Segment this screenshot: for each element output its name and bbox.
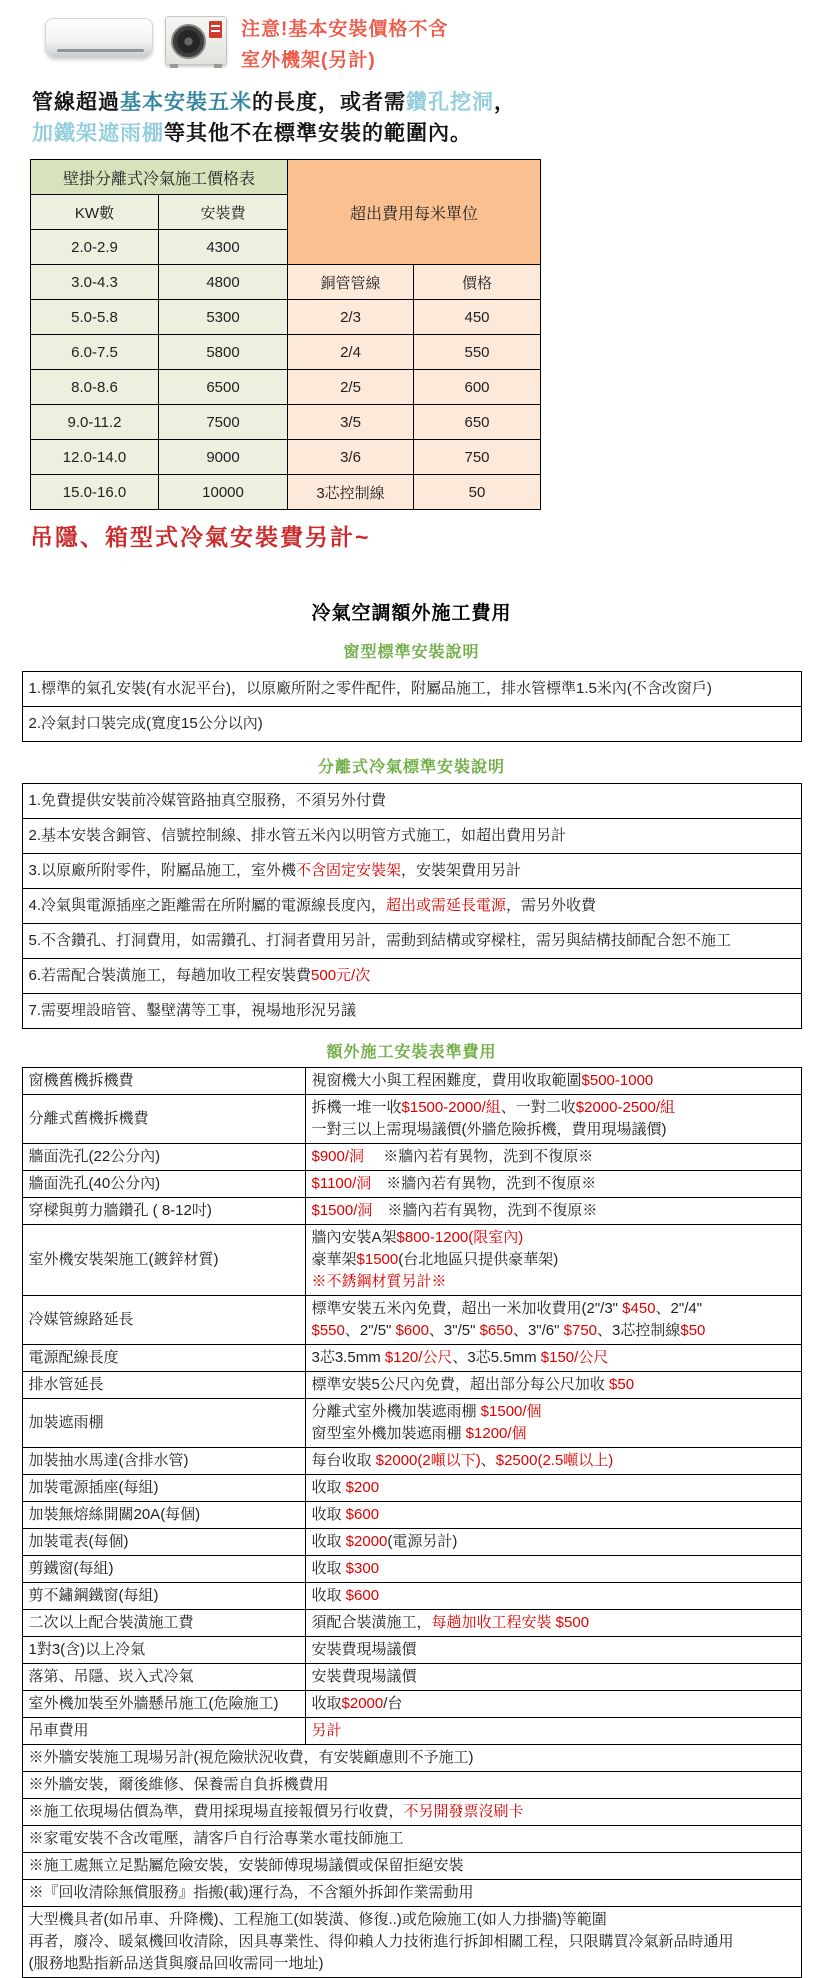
- highlighted-text: $200: [345, 1479, 380, 1496]
- text-line: [29, 1931, 795, 1953]
- text-line: [312, 1585, 795, 1607]
- highlighted-text: $1500-2000/組: [401, 1099, 501, 1116]
- excess-fee-header: 超出費用每米單位: [288, 160, 541, 265]
- table-row: [31, 440, 541, 475]
- fee-item-label: 二次以上配合裝潢施工費: [22, 1610, 305, 1637]
- text-line: [312, 1173, 795, 1195]
- highlighted-text: $2000: [341, 1695, 384, 1712]
- table-row: [22, 1772, 801, 1799]
- table-row: [22, 1448, 801, 1475]
- highlighted-text: $600: [345, 1506, 380, 1523]
- kw-cell: 6.0-7.5: [31, 335, 159, 370]
- rule-text: [22, 994, 801, 1029]
- highlighted-text: $550: [311, 1322, 345, 1339]
- fee-cell: 10000: [159, 475, 288, 510]
- text-line: [312, 1666, 795, 1688]
- text-segment: 一對三以上需現場議價(外牆危險拆機，費用現場議價): [311, 1121, 667, 1138]
- text-segment: 2.基本安裝含銅管、信號控制線、排水管五米內以明管方式施工，如超出費用另計: [28, 827, 567, 844]
- fee-item-label: 牆面洗孔(22公分內): [22, 1144, 305, 1171]
- table-row: [22, 924, 801, 959]
- fee-cell: 5300: [159, 300, 288, 335]
- section-title: 冷氣空調額外施工費用: [311, 603, 512, 624]
- table-row: [31, 405, 541, 440]
- highlighted-text: $2000(2噸以下): [375, 1452, 481, 1469]
- table-row: [22, 672, 801, 707]
- text-line: [312, 1298, 795, 1320]
- text-segment: 3芯3.5mm: [311, 1349, 385, 1366]
- text-line: [312, 1450, 795, 1472]
- text-segment: 、3"/6": [512, 1322, 564, 1339]
- pipe-cell: 2/5: [288, 370, 414, 405]
- text-segment: 、2"/4": [655, 1300, 703, 1317]
- text-line: [312, 1401, 795, 1423]
- fee-item-value: [305, 1225, 801, 1296]
- note-row-text: [22, 1772, 801, 1799]
- text-segment: ，: [494, 91, 516, 114]
- fee-item-value: [305, 1198, 801, 1225]
- fee-item-label: 加裝抽水馬達(含排水管): [22, 1448, 305, 1475]
- page-header: [45, 12, 823, 70]
- fee-cell: 6500: [159, 370, 288, 405]
- kw-cell: 15.0-16.0: [31, 475, 159, 510]
- text-segment: 拆機一堆一收: [311, 1099, 402, 1116]
- fee-cell: 9000: [159, 440, 288, 475]
- rule-text: [22, 959, 801, 994]
- kw-cell: 8.0-8.6: [31, 370, 159, 405]
- text-segment: ※施工依現場估價為準，費用採現場直接報價另行收費，: [28, 1803, 404, 1820]
- text-line: [312, 1347, 795, 1369]
- table-row: [22, 1556, 801, 1583]
- text-segment: 收取: [311, 1695, 342, 1712]
- table-row: [22, 1718, 801, 1745]
- fee-item-label: 分離式舊機拆機費: [22, 1095, 305, 1144]
- text-segment: 牆內安裝A架: [311, 1229, 397, 1246]
- text-segment: 3.以原廠所附零件，附屬品施工，室外機: [28, 862, 297, 879]
- text-segment: 4.冷氣與電源插座之距離需在所附屬的電源線長度內，: [28, 897, 387, 914]
- text-line: [312, 1249, 795, 1271]
- note-row-text: [22, 1745, 801, 1772]
- highlighted-text: $50: [609, 1376, 635, 1393]
- fee-item-label: 剪不鏽鋼鐵窗(每組): [22, 1583, 305, 1610]
- text-segment: (台北地區只提供豪華架): [398, 1251, 559, 1268]
- highlighted-text: $500-1000: [581, 1072, 654, 1089]
- highlighted-text: $450: [622, 1300, 656, 1317]
- highlighted-text: $1500/個: [480, 1403, 542, 1420]
- highlighted-text: $300: [345, 1560, 380, 1577]
- highlighted-text: $900/洞: [311, 1148, 365, 1165]
- highlighted-text: $650: [479, 1322, 513, 1339]
- rule-text: [22, 924, 801, 959]
- fee-item-value: [305, 1718, 801, 1745]
- text-segment: /台: [383, 1695, 403, 1712]
- text-segment: 2.冷氣封口裝完成(寬度15公分以內): [28, 715, 263, 732]
- table-row: [22, 1610, 801, 1637]
- fee-item-value: [305, 1095, 801, 1144]
- pipe-cell: 2/4: [288, 335, 414, 370]
- rule-text: [22, 672, 801, 707]
- price-cell: 50: [414, 475, 541, 510]
- text-line: [29, 1882, 795, 1904]
- highlighted-text: 不另開發票沒刷卡: [403, 1803, 524, 1820]
- fee-item-value: [305, 1068, 801, 1095]
- table-row: [22, 1664, 801, 1691]
- fee-item-label: 室外機安裝架施工(鍍鋅材質): [22, 1225, 305, 1296]
- text-segment: (電源另計): [387, 1533, 458, 1550]
- table-row: [22, 1296, 801, 1345]
- pipe-cell: 3芯控制線: [288, 475, 414, 510]
- text-segment: 標準安裝5公尺內免費，超出部分每公尺加收: [311, 1376, 610, 1393]
- highlighted-text: ※不銹鋼材質另計※: [311, 1273, 447, 1290]
- extra-fees-table-body: [22, 1068, 801, 1978]
- table-row: [31, 265, 541, 300]
- text-line: [32, 118, 823, 149]
- text-segment: 、2"/5": [344, 1322, 396, 1339]
- highlighted-text: $1200/個: [465, 1425, 527, 1442]
- text-segment: 鑽孔挖洞: [406, 91, 494, 114]
- price-table: [30, 159, 541, 510]
- text-segment: ※牆內若有異物，洗到不復原※: [372, 1202, 598, 1219]
- text-line: [312, 1612, 795, 1634]
- highlighted-text: $50: [680, 1322, 706, 1339]
- table-row: [22, 1799, 801, 1826]
- text-line: [29, 1953, 795, 1975]
- text-segment: ※『回收清除無償服務』指搬(載)運行為，不含額外拆卸作業需動用: [28, 1884, 474, 1901]
- table-row: [22, 1198, 801, 1225]
- table-row: [22, 707, 801, 742]
- fee-item-label: 排水管延長: [22, 1372, 305, 1399]
- text-line: [29, 1855, 795, 1877]
- pipe-cell: 3/5: [288, 405, 414, 440]
- fee-item-label: 冷媒管線路延長: [22, 1296, 305, 1345]
- fee-cell: 4300: [159, 230, 288, 265]
- text-segment: ，需另外收費: [506, 897, 597, 914]
- split-install-table-body: [22, 784, 801, 1029]
- fee-item-value: [305, 1345, 801, 1372]
- fee-item-value: [305, 1372, 801, 1399]
- table-row: [31, 370, 541, 405]
- intro-text: [32, 87, 823, 149]
- outdoor-ac-unit-image: [165, 16, 227, 65]
- text-line: [29, 1909, 795, 1931]
- fee-cell: 7500: [159, 405, 288, 440]
- table-row: [22, 1826, 801, 1853]
- text-line: [312, 1119, 795, 1141]
- kw-col-header: KW數: [31, 195, 159, 230]
- text-segment: 窗型室外機加裝遮雨棚: [311, 1425, 466, 1442]
- fee-cell: 5800: [159, 335, 288, 370]
- fee-item-value: [305, 1399, 801, 1448]
- table-row: [22, 1745, 801, 1772]
- text-segment: ※牆內若有異物，洗到不復原※: [364, 1148, 594, 1165]
- text-segment: ※牆內若有異物，洗到不復原※: [371, 1175, 597, 1192]
- text-segment: ※家電安裝不含改電壓，請客戶自行洽專業水電技師施工: [28, 1830, 404, 1847]
- fee-item-label: 加裝電表(每個): [22, 1529, 305, 1556]
- table-row: [22, 1171, 801, 1198]
- text-segment: 再者，廢冷、暖氣機回收清除，因具專業性、得仰賴人力技術進行拆卸相關工程，只限購買冷氣新品時通用: [28, 1933, 734, 1950]
- table-row: [22, 819, 801, 854]
- highlighted-text: 另計: [311, 1722, 342, 1739]
- highlighted-text: $2000: [345, 1533, 388, 1550]
- table-row: [22, 1637, 801, 1664]
- window-install-table-body: [22, 672, 801, 742]
- note-row-text: [22, 1880, 801, 1907]
- text-segment: 安裝費現場議價: [311, 1641, 417, 1658]
- text-segment: 的長度，或者需: [252, 91, 406, 114]
- highlighted-text: $600: [395, 1322, 429, 1339]
- fee-item-label: 落第、吊隱、崁入式冷氣: [22, 1664, 305, 1691]
- text-segment: 安裝費現場議價: [311, 1668, 417, 1685]
- highlighted-text: $800-1200(限室內): [396, 1229, 524, 1246]
- text-line: [312, 1639, 795, 1661]
- extra-fees-subtitle: 額外施工安裝表準費用: [326, 1044, 497, 1061]
- text-segment: 標準安裝五米內免費，超出一米加收費用(2"/3": [311, 1300, 623, 1317]
- highlighted-text: 每趟加收工程安裝 $500: [431, 1614, 590, 1631]
- kw-cell: 12.0-14.0: [31, 440, 159, 475]
- fee-item-value: [305, 1664, 801, 1691]
- ducted-ac-note: 吊隱、箱型式冷氣安裝費另計~: [30, 524, 371, 550]
- text-segment: 、: [480, 1452, 496, 1469]
- text-segment: ※外牆安裝，爾後維修、保養需自負拆機費用: [28, 1776, 329, 1793]
- text-segment: 視窗機大小與工程困難度，費用收取範圍: [311, 1072, 582, 1089]
- table-row: [22, 1529, 801, 1556]
- fee-item-label: 加裝無熔絲開關20A(每個): [22, 1502, 305, 1529]
- extra-fees-table: [22, 1067, 802, 1978]
- table-row: [22, 854, 801, 889]
- kw-cell: 5.0-5.8: [31, 300, 159, 335]
- table-row: [22, 1583, 801, 1610]
- highlighted-text: $1500: [356, 1251, 399, 1268]
- highlighted-text: $1100/洞: [311, 1175, 372, 1192]
- text-segment: 、3芯控制線: [597, 1322, 681, 1339]
- fee-item-value: [305, 1171, 801, 1198]
- text-line: [29, 1747, 795, 1769]
- kw-cell: 9.0-11.2: [31, 405, 159, 440]
- text-segment: 6.若需配合裝潢施工，每趟加收工程安裝費: [28, 967, 312, 984]
- table-row: [22, 1225, 801, 1296]
- price-cell: 600: [414, 370, 541, 405]
- unit-leg: [170, 64, 178, 68]
- window-install-subtitle: 窗型標準安裝說明: [343, 644, 480, 661]
- page: [0, 12, 823, 1972]
- text-segment: 1.免費提供安裝前冷媒管路抽真空服務，不須另外付費: [28, 792, 387, 809]
- text-segment: 、一對二收: [500, 1099, 576, 1116]
- table-row: [22, 994, 801, 1029]
- highlighted-text: 不含固定安裝架: [296, 862, 402, 879]
- text-segment: ※施工處無立足點屬危險安裝，安裝師傅現場議價或保留拒絕安裝: [28, 1857, 464, 1874]
- fee-item-label: 加裝遮雨棚: [22, 1399, 305, 1448]
- text-segment: 加鐵架遮雨棚: [32, 122, 164, 145]
- price-cell: 750: [414, 440, 541, 475]
- highlighted-text: 500元/次: [311, 967, 371, 984]
- kw-cell: 2.0-2.9: [31, 230, 159, 265]
- note-row-text: [22, 1799, 801, 1826]
- fee-item-value: [305, 1144, 801, 1171]
- table-row: [22, 1068, 801, 1095]
- table-row: [22, 1399, 801, 1448]
- rule-text: [22, 854, 801, 889]
- text-line: [312, 1200, 795, 1222]
- rule-text: [22, 819, 801, 854]
- text-segment: 7.需要埋設暗管、鑿壁溝等工事，視場地形況另議: [28, 1002, 357, 1019]
- table-row: [22, 889, 801, 924]
- text-segment: 管線超過: [32, 91, 120, 114]
- price-table-title: 壁掛分離式冷氣施工價格表: [31, 160, 288, 195]
- highlighted-text: $2500(2.5噸以上): [495, 1452, 614, 1469]
- fee-item-label: 電源配線長度: [22, 1345, 305, 1372]
- table-row: [22, 784, 801, 819]
- text-segment: 大型機具者(如吊車、升降機)、工程施工(如裝潢、修復..)或危險施工(如人力掛牆)等範圍: [28, 1911, 607, 1928]
- text-segment: 收取: [311, 1506, 346, 1523]
- text-segment: 收取: [311, 1533, 346, 1550]
- text-segment: 分離式室外機加裝遮雨棚: [311, 1403, 481, 1420]
- text-line: [312, 1097, 795, 1119]
- fee-item-value: [305, 1556, 801, 1583]
- table-row: [22, 1502, 801, 1529]
- text-line: [29, 1828, 795, 1850]
- text-line: [312, 1558, 795, 1580]
- table-row: [31, 475, 541, 510]
- text-line: [312, 1070, 795, 1092]
- fee-item-value: [305, 1691, 801, 1718]
- fan-grill-icon: [171, 24, 206, 59]
- text-segment: ※外牆安裝施工現場另計(視危險狀況收費，有安裝顧慮則不予施工): [28, 1749, 474, 1766]
- table-row: [22, 1880, 801, 1907]
- text-segment: 、3芯5.5mm: [452, 1349, 541, 1366]
- rule-text: [22, 784, 801, 819]
- pipe-col-header: 銅管管線: [288, 265, 414, 300]
- note-row-text: [22, 1826, 801, 1853]
- fee-item-label: 1對3(含)以上冷氣: [22, 1637, 305, 1664]
- text-segment: (服務地點指新品送貨與廢品回收需同一地址): [28, 1955, 324, 1972]
- text-segment: 5.不含鑽孔、打洞費用，如需鑽孔、打洞者費用另計，需動到結構或穿樑柱，需另與結構技師配合恕不施工: [28, 932, 732, 949]
- text-line: [312, 1504, 795, 1526]
- text-segment: 1.標準的氣孔安裝(有水泥平台)，以原廠所附之零件配件，附屬品施工，排水管標準1.5米內(不含改窗戶): [28, 680, 712, 697]
- text-segment: 須配合裝潢施工，: [311, 1614, 432, 1631]
- table-row: [31, 335, 541, 370]
- table-row: [31, 160, 541, 195]
- fee-item-label: 加裝電源插座(每組): [22, 1475, 305, 1502]
- table-row: [22, 1372, 801, 1399]
- text-line: [312, 1271, 795, 1293]
- highlighted-text: $120/公尺: [384, 1349, 453, 1366]
- text-line: [29, 1801, 795, 1823]
- fee-item-label: 室外機加裝至外牆懸吊施工(危險施工): [22, 1691, 305, 1718]
- notice-line-1: 注意!基本安裝價格不含: [241, 19, 449, 40]
- text-segment: 、3"/5": [428, 1322, 480, 1339]
- table-row: [31, 300, 541, 335]
- pipe-cell: 2/3: [288, 300, 414, 335]
- table-row: [22, 1691, 801, 1718]
- table-row: [22, 1345, 801, 1372]
- price-col-header: 價格: [414, 265, 541, 300]
- window-install-table: [22, 671, 802, 742]
- text-line: [312, 1320, 795, 1342]
- fee-item-value: [305, 1448, 801, 1475]
- text-segment: 收取: [311, 1587, 346, 1604]
- table-row: [22, 959, 801, 994]
- note-row-text: [22, 1907, 801, 1978]
- table-row: [22, 1144, 801, 1171]
- pipe-cell: 3/6: [288, 440, 414, 475]
- fee-item-label: 吊車費用: [22, 1718, 305, 1745]
- fee-cell: 4800: [159, 265, 288, 300]
- highlighted-text: 超出或需延長電源: [386, 897, 507, 914]
- price-cell: 650: [414, 405, 541, 440]
- highlighted-text: $2000-2500/組: [575, 1099, 676, 1116]
- fee-item-value: [305, 1610, 801, 1637]
- split-install-table: [22, 783, 802, 1029]
- table-row: [22, 1475, 801, 1502]
- fee-item-value: [305, 1296, 801, 1345]
- text-line: [312, 1693, 795, 1715]
- unit-leg: [214, 64, 222, 68]
- text-line: [312, 1531, 795, 1553]
- text-line: [32, 87, 823, 118]
- text-segment: ，安裝架費用另計: [401, 862, 522, 879]
- split-install-subtitle: 分離式冷氣標準安裝說明: [317, 759, 505, 776]
- text-segment: 等其他不在標準安裝的範圍內。: [164, 122, 472, 145]
- text-line: [312, 1227, 795, 1249]
- fee-item-value: [305, 1583, 801, 1610]
- fee-item-label: 窗機舊機拆機費: [22, 1068, 305, 1095]
- text-line: [312, 1146, 795, 1168]
- text-segment: 收取: [311, 1560, 346, 1577]
- fee-item-label: 剪鐵窗(每組): [22, 1556, 305, 1583]
- rule-text: [22, 889, 801, 924]
- text-segment: 豪華架: [311, 1251, 357, 1268]
- fee-item-label: 牆面洗孔(40公分內): [22, 1171, 305, 1198]
- text-segment: 基本安裝五米: [120, 91, 252, 114]
- text-line: [312, 1374, 795, 1396]
- text-segment: 收取: [311, 1479, 346, 1496]
- highlighted-text: $150/公尺: [540, 1349, 609, 1366]
- highlighted-text: $600: [345, 1587, 380, 1604]
- fee-item-label: 穿樑與剪力牆鑽孔 ( 8-12吋): [22, 1198, 305, 1225]
- notice-line-2: 室外機架(另計): [241, 50, 376, 71]
- indoor-ac-unit-image: [45, 18, 153, 58]
- text-segment: 每台收取: [311, 1452, 376, 1469]
- highlighted-text: $1500/洞: [311, 1202, 373, 1219]
- highlighted-text: $750: [563, 1322, 598, 1339]
- text-line: [29, 1774, 795, 1796]
- fee-item-value: [305, 1502, 801, 1529]
- table-row: [22, 1907, 801, 1978]
- text-line: [312, 1423, 795, 1445]
- price-cell: 450: [414, 300, 541, 335]
- text-line: [312, 1477, 795, 1499]
- table-row: [22, 1095, 801, 1144]
- fee-col-header: 安裝費: [159, 195, 288, 230]
- kw-cell: 3.0-4.3: [31, 265, 159, 300]
- note-row-text: [22, 1853, 801, 1880]
- fee-item-value: [305, 1637, 801, 1664]
- rule-text: [22, 707, 801, 742]
- table-row: [22, 1853, 801, 1880]
- fee-item-value: [305, 1529, 801, 1556]
- price-cell: 550: [414, 335, 541, 370]
- brand-badge-icon: [209, 21, 222, 38]
- text-line: [312, 1720, 795, 1742]
- fee-item-value: [305, 1475, 801, 1502]
- install-notice: [241, 12, 448, 76]
